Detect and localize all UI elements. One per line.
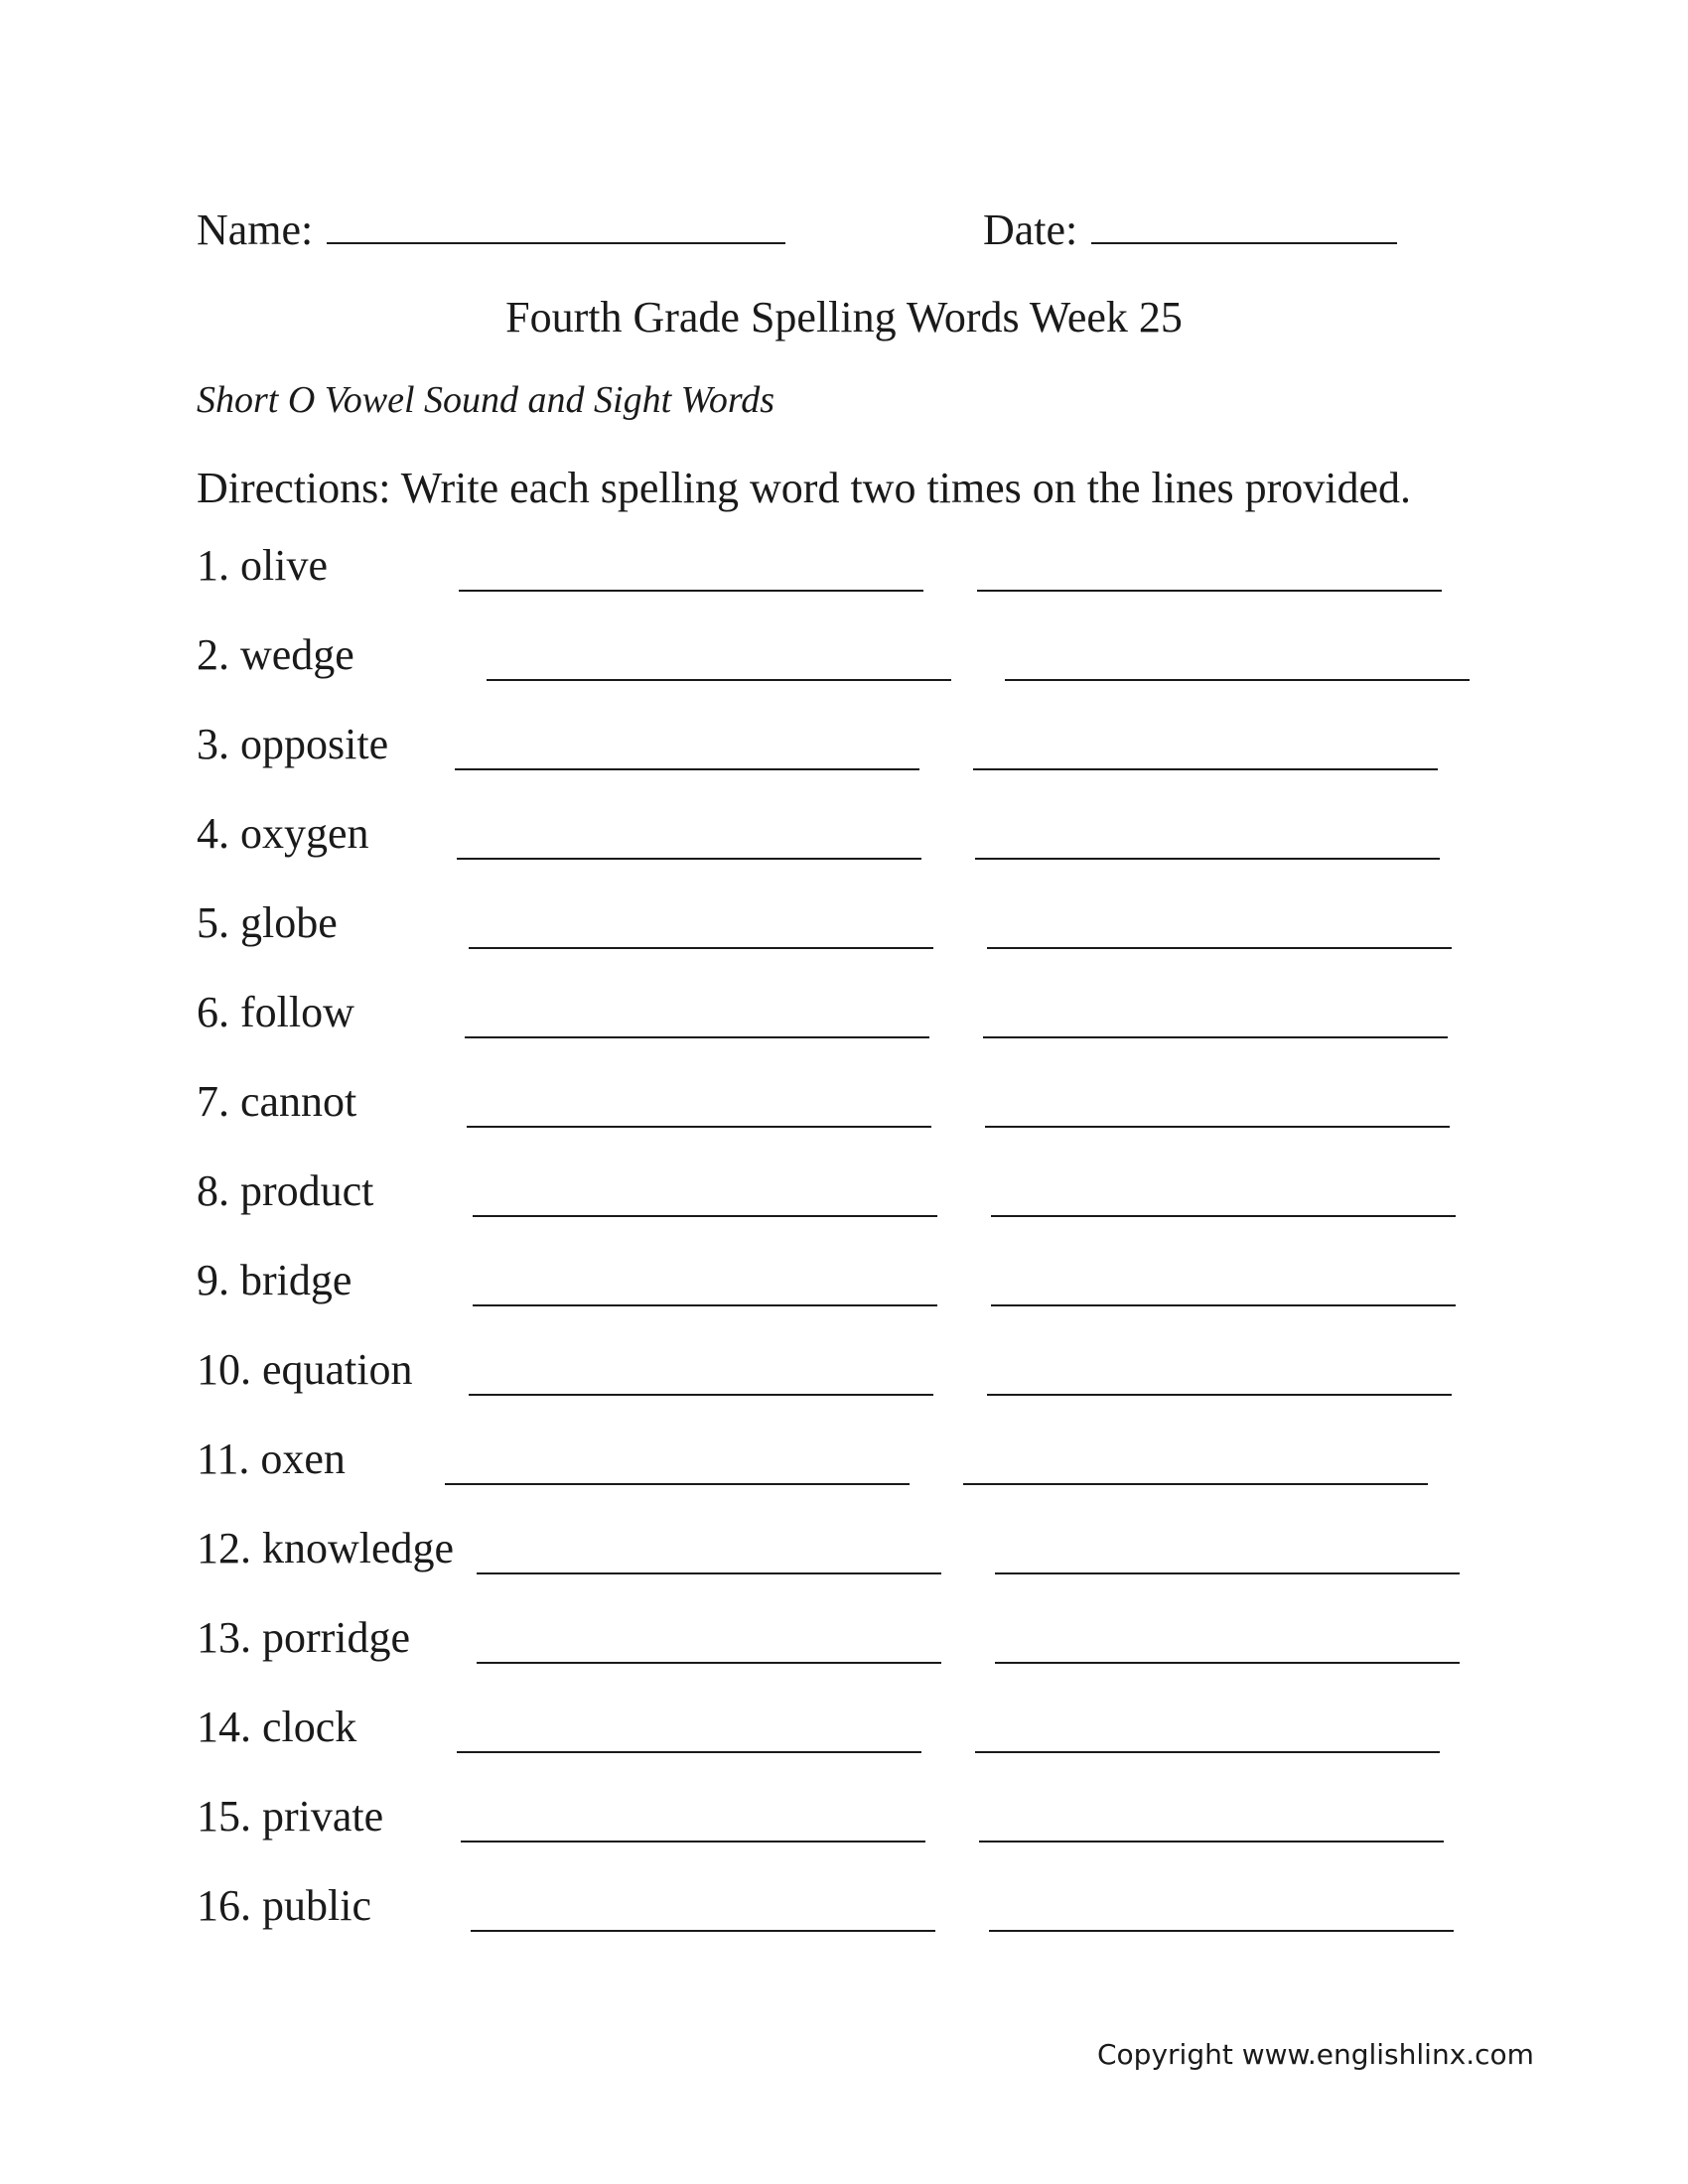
spelling-word: 14. clock xyxy=(197,1703,357,1751)
date-field xyxy=(983,199,1397,260)
write-line-second[interactable] xyxy=(963,1483,1428,1485)
write-line-second[interactable] xyxy=(983,1036,1448,1038)
write-line-first[interactable] xyxy=(469,947,933,949)
spelling-word: 13. porridge xyxy=(197,1613,411,1662)
write-line-first[interactable] xyxy=(473,1215,937,1217)
write-line-first[interactable] xyxy=(457,1751,921,1753)
spelling-row xyxy=(197,536,1487,596)
spelling-row xyxy=(197,1519,1487,1578)
write-line-second[interactable] xyxy=(975,858,1440,860)
spelling-word: 10. equation xyxy=(197,1345,413,1394)
spelling-row xyxy=(197,1072,1487,1132)
write-line-second[interactable] xyxy=(995,1572,1460,1574)
spelling-row xyxy=(197,1340,1487,1400)
spelling-row xyxy=(197,804,1487,864)
write-line-first[interactable] xyxy=(471,1930,935,1932)
write-line-first[interactable] xyxy=(457,858,921,860)
name-blank-line[interactable] xyxy=(327,199,785,244)
write-line-second[interactable] xyxy=(991,1215,1456,1217)
date-blank-line[interactable] xyxy=(1091,199,1397,244)
write-line-first[interactable] xyxy=(445,1483,910,1485)
spelling-word: 9. bridge xyxy=(197,1256,352,1304)
name-field xyxy=(197,199,785,260)
spelling-word: 7. cannot xyxy=(197,1077,357,1126)
write-line-first[interactable] xyxy=(459,590,923,592)
write-line-second[interactable] xyxy=(977,590,1442,592)
write-line-second[interactable] xyxy=(987,1394,1452,1396)
write-line-first[interactable] xyxy=(461,1841,925,1843)
write-line-second[interactable] xyxy=(985,1126,1450,1128)
spelling-word: 2. wedge xyxy=(197,630,354,679)
spelling-word: 3. opposite xyxy=(197,720,389,768)
spelling-word: 15. private xyxy=(197,1792,384,1841)
write-line-second[interactable] xyxy=(987,947,1452,949)
spelling-row xyxy=(197,1787,1487,1846)
copyright-notice: Copyright www.englishlinx.com xyxy=(1097,2038,1534,2071)
write-line-second[interactable] xyxy=(975,1751,1440,1753)
spelling-row xyxy=(197,1430,1487,1489)
spelling-word: 12. knowledge xyxy=(197,1524,455,1572)
spelling-row xyxy=(197,1251,1487,1310)
spelling-row xyxy=(197,625,1487,685)
spelling-word: 16. public xyxy=(197,1881,371,1930)
spelling-word: 5. globe xyxy=(197,898,338,947)
write-line-first[interactable] xyxy=(455,768,919,770)
write-line-first[interactable] xyxy=(467,1126,931,1128)
spelling-row xyxy=(197,1876,1487,1936)
write-line-second[interactable] xyxy=(989,1930,1454,1932)
spelling-row xyxy=(197,715,1487,774)
spelling-word: 4. oxygen xyxy=(197,809,369,858)
write-line-first[interactable] xyxy=(473,1304,937,1306)
spelling-row xyxy=(197,983,1487,1042)
spelling-row xyxy=(197,1161,1487,1221)
worksheet-subtitle: Short O Vowel Sound and Sight Words xyxy=(197,379,775,421)
spelling-word: 6. follow xyxy=(197,988,354,1036)
spelling-word: 11. oxen xyxy=(197,1434,346,1483)
spelling-word: 8. product xyxy=(197,1166,374,1215)
directions-text: Directions: Write each spelling word two times on the lines provided. xyxy=(197,464,1412,512)
write-line-second[interactable] xyxy=(995,1662,1460,1664)
spelling-row xyxy=(197,1608,1487,1668)
write-line-first[interactable] xyxy=(487,679,951,681)
write-line-first[interactable] xyxy=(465,1036,929,1038)
write-line-second[interactable] xyxy=(973,768,1438,770)
spelling-row xyxy=(197,893,1487,953)
date-label: Date: xyxy=(983,205,1078,254)
write-line-first[interactable] xyxy=(477,1662,941,1664)
write-line-second[interactable] xyxy=(991,1304,1456,1306)
write-line-first[interactable] xyxy=(469,1394,933,1396)
spelling-word: 1. olive xyxy=(197,541,328,590)
worksheet-title: Fourth Grade Spelling Words Week 25 xyxy=(505,293,1183,341)
name-label: Name: xyxy=(197,205,314,254)
write-line-first[interactable] xyxy=(477,1572,941,1574)
write-line-second[interactable] xyxy=(979,1841,1444,1843)
write-line-second[interactable] xyxy=(1005,679,1470,681)
spelling-row xyxy=(197,1698,1487,1757)
